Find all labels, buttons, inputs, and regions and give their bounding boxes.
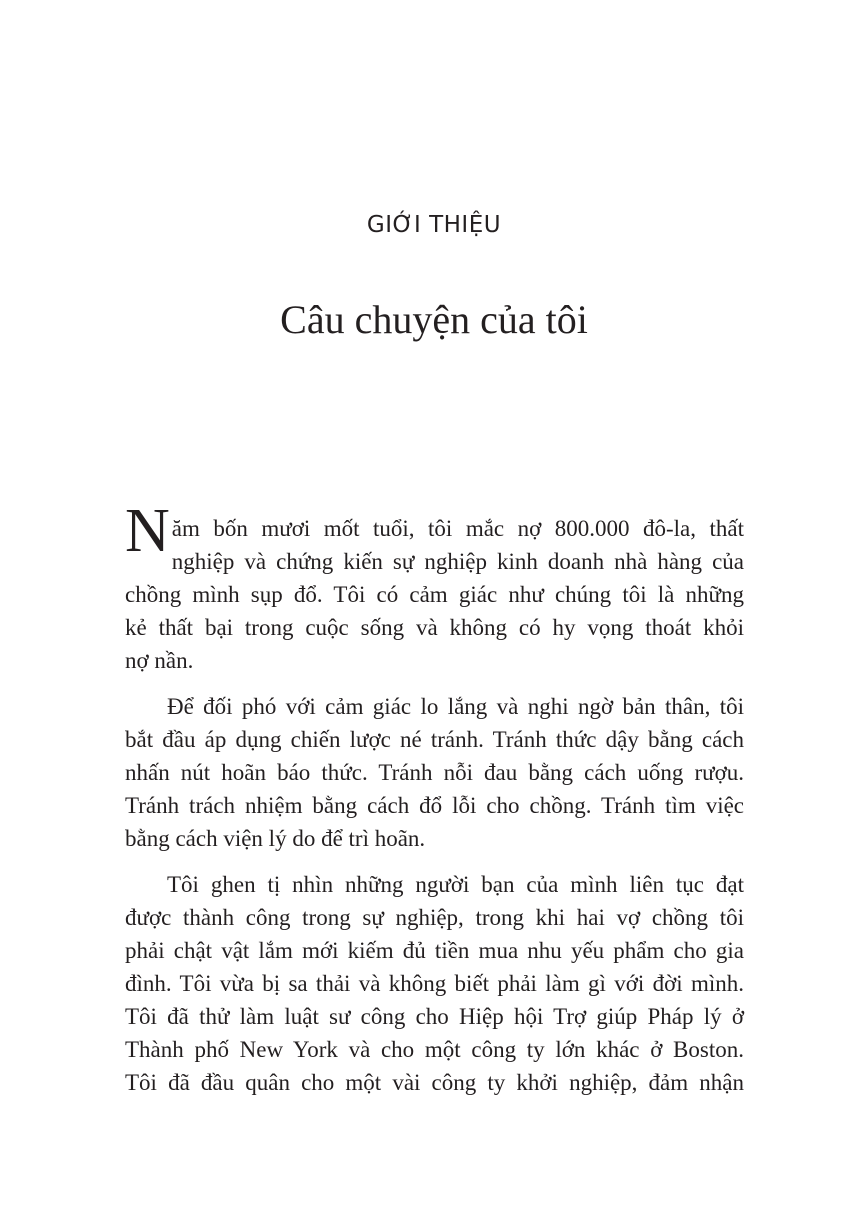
text-line: Tránh trách nhiệm bằng cách đổ lỗi cho chồng. Tránh tìm việc — [125, 793, 744, 818]
drop-cap: N — [125, 497, 170, 565]
body-text — [125, 497, 744, 1112]
chapter-label: GIỚI THIỆU — [366, 212, 502, 238]
text-line: Thành phố New York và cho một công ty lớn khác ở Boston. — [125, 1037, 744, 1062]
text-line: Tôi đã đầu quân cho một vài công ty khởi nghiệp, đảm nhận — [125, 1070, 744, 1095]
text-line: bằng cách viện lý do để trì hoãn. — [125, 826, 426, 851]
text-line: phải chật vật lắm mới kiếm đủ tiền mua nhu yếu phẩm cho gia — [125, 938, 744, 963]
text-line: Để đối phó với cảm giác lo lắng và nghi ngờ bản thân, tôi — [167, 694, 744, 719]
text-line: chồng mình sụp đổ. Tôi có cảm giác như chúng tôi là những — [125, 582, 744, 607]
paragraph-2 — [125, 690, 744, 855]
chapter-title: Câu chuyện của tôi — [280, 297, 588, 342]
text-line: bắt đầu áp dụng chiến lược né tránh. Tránh thức dậy bằng cách — [125, 727, 744, 752]
text-line: được thành công trong sự nghiệp, trong khi hai vợ chồng tôi — [125, 905, 744, 930]
text-line: kẻ thất bại trong cuộc sống và không có hy vọng thoát khỏi — [125, 615, 744, 640]
text-line: Tôi đã thử làm luật sư công cho Hiệp hội Trợ giúp Pháp lý ở — [125, 1004, 744, 1029]
text-line: nghiệp và chứng kiến sự nghiệp kinh doanh nhà hàng của — [171, 549, 744, 574]
paragraph-1 — [125, 497, 744, 677]
text-line: Tôi ghen tị nhìn những người bạn của mình liên tục đạt — [167, 872, 744, 897]
text-line: nhấn nút hoãn báo thức. Tránh nỗi đau bằng cách uống rượu. — [125, 760, 744, 785]
text-line: nợ nần. — [125, 648, 194, 673]
text-line: đình. Tôi vừa bị sa thải và không biết phải làm gì với đời mình. — [125, 971, 744, 996]
paragraph-3 — [125, 868, 744, 1099]
text-line: Năm bốn mươi mốt tuổi, tôi mắc nợ 800.000 đô-la, thất — [125, 497, 744, 565]
